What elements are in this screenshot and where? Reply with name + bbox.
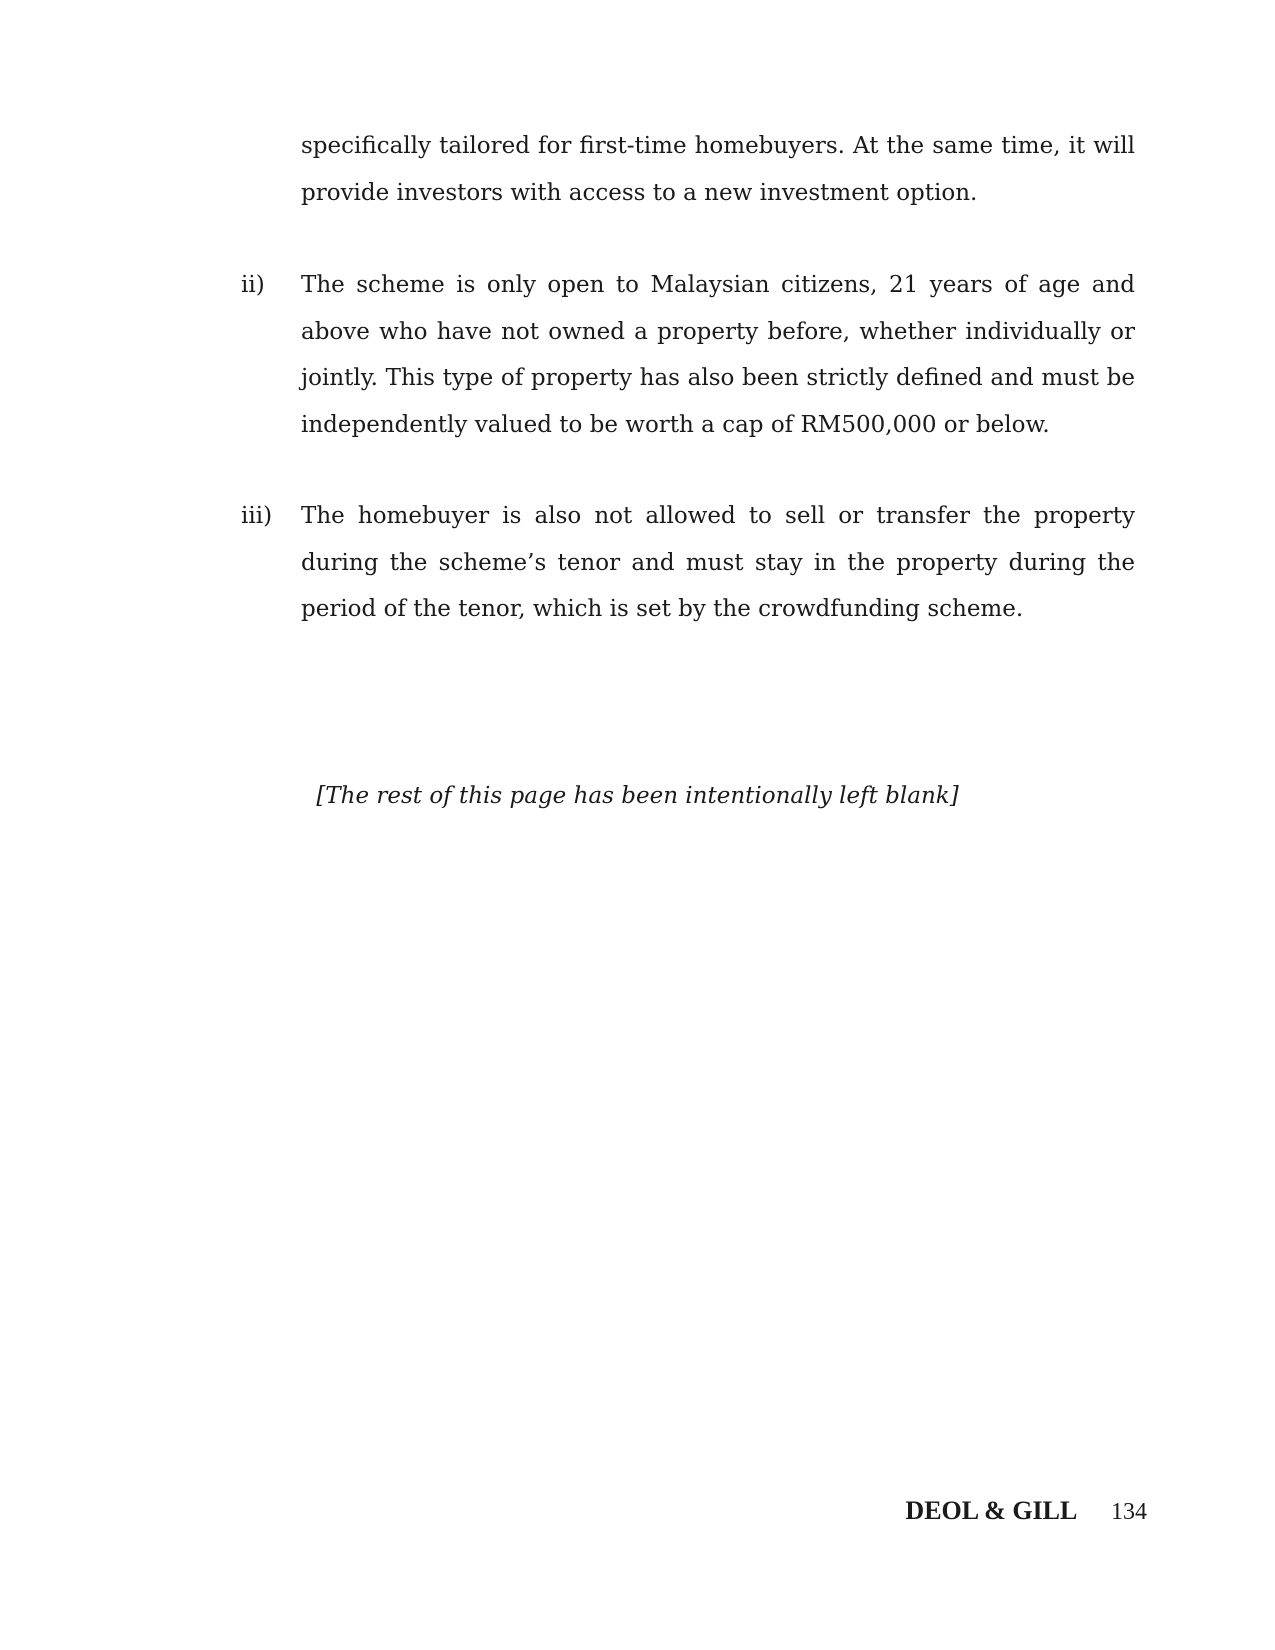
list-number-iii: iii) bbox=[241, 503, 273, 529]
footer-firm-name: DEOL & GILL bbox=[905, 1496, 1078, 1525]
footer-page-number: 134 bbox=[1111, 1499, 1147, 1525]
paragraph-continuation: specifically tailored for first-time homebuyers. At the same time, it will provide investors with access to a new investment option. bbox=[301, 133, 1135, 206]
paragraph-eligibility: The scheme is only open to Malaysian citizens, 21 years of age and above who have not owned a property before, whether individually or jointly. This type of property has also been strictly defined and must be independently valued to be worth a cap of RM500,000 or below. bbox=[301, 272, 1135, 438]
page-footer bbox=[905, 1496, 1147, 1526]
blank-page-note: [The rest of this page has been intentionally left blank] bbox=[316, 783, 959, 809]
list-number-ii: ii) bbox=[241, 272, 265, 298]
paragraph-transfer-restriction: The homebuyer is also not allowed to sell or transfer the property during the scheme’s tenor and must stay in the property during the period of the tenor, which is set by the crowdfunding scheme. bbox=[301, 503, 1135, 622]
